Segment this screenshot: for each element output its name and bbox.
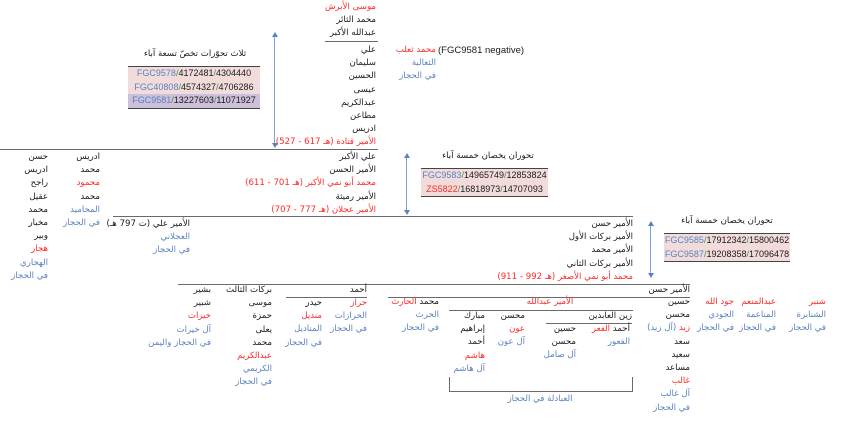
snp-name: FGC40808: [134, 81, 179, 92]
hashim-item: هاشم: [464, 350, 485, 361]
amir-hasan-item: الأمير حسن: [648, 285, 690, 295]
amir-abdullah-item: الأمير عبدالله: [526, 297, 574, 307]
snp-name: FGC9587: [664, 248, 704, 259]
snp-name: ZS5822: [426, 183, 458, 194]
mutation-row: [664, 234, 790, 248]
hajjar-line-item: مخبار: [28, 218, 48, 228]
shanabira-item: شنبر: [808, 297, 826, 307]
ajlan-chain-item: الأمير الحسن: [329, 165, 376, 176]
qatada-chain-item: علي: [360, 45, 376, 55]
ghalib-line-item: [647, 322, 690, 335]
ghalib-line-item: سعد: [674, 336, 690, 347]
fiir-item: الفعور: [607, 337, 630, 348]
position-value: 4172481: [178, 68, 214, 78]
qatada-chain-item: الحسين: [348, 71, 376, 82]
position-value: 13227603: [173, 95, 214, 105]
hajjar-line-item: في الحجاز: [11, 270, 48, 281]
hajjar-line-item: راجح: [30, 178, 48, 189]
hajjar-line-item: عقيل: [29, 191, 48, 202]
position-value: 12853824: [506, 170, 547, 180]
mutation-row: [421, 183, 548, 197]
thaalib-item: الثعالبة: [411, 58, 436, 69]
mutation-row: [421, 169, 548, 183]
shanabira-item: في الحجاز: [789, 323, 826, 334]
barakat3-item: موسى: [248, 298, 272, 309]
ghalib-line-item: آل غالب: [660, 389, 690, 400]
separator: /: [746, 248, 750, 259]
haydar-item: حيدر: [305, 298, 322, 308]
mutation-row: [664, 248, 790, 262]
numay-chain-item: الأمير بركات الثاني: [566, 258, 633, 269]
mutation-table: [421, 168, 548, 197]
samil-item: محسن: [551, 337, 576, 348]
separator: /: [746, 235, 750, 245]
position-value: 15800462: [749, 235, 790, 245]
qatada-chain-item: عيسى: [353, 84, 376, 95]
thaalib-note: (FGC9581 negative): [438, 45, 525, 56]
amir-ali-item: الأمير علي (ت 797 هـ): [106, 219, 190, 229]
qatada-chain-item: سليمان: [349, 58, 376, 69]
jawdi-item: الجودي: [708, 310, 734, 321]
ghalib-line-item: محسن: [665, 310, 690, 321]
abadila-item: العبادلة في الحجاز: [507, 394, 573, 404]
hajjar-line-item: محمد: [28, 204, 48, 215]
separator: /: [213, 68, 217, 78]
separator: /: [703, 235, 707, 245]
name-part: محمد: [416, 297, 439, 307]
ghalib-line-item: حسين: [667, 297, 690, 307]
barakat3-item: عبدالكريم: [237, 351, 272, 361]
name-part: (آل زيد): [647, 323, 677, 334]
separator: /: [171, 95, 174, 105]
position-value: 16818973: [460, 183, 501, 194]
ahmad-item: أحمد: [349, 285, 367, 295]
haydar-item: في الحجاز: [285, 337, 322, 348]
mahamid-line-item: محمود: [76, 178, 100, 189]
jawdi-item: في الحجاز: [697, 323, 734, 334]
barakat3-item: حمزة: [252, 311, 272, 322]
ajlan-chain-item: الأمير عجلان (هـ 777 - 707): [271, 204, 376, 215]
snp-name: FGC9585: [664, 235, 704, 245]
jawdi-item: جود الله: [705, 297, 734, 307]
separator: /: [500, 183, 503, 194]
mutation-row: [128, 67, 260, 81]
awn-item: محسن: [500, 311, 525, 321]
numay-chain-item: الأمير محمد: [591, 245, 633, 256]
mutation-row: [128, 81, 260, 95]
position-value: 19208358: [706, 248, 747, 259]
mahamid-line-item: محمد: [80, 191, 100, 202]
harraz-item: الحرازات: [334, 311, 367, 322]
position-value: 17912342: [706, 235, 747, 245]
top-lineage-item: عبدالله الأكبر: [329, 28, 376, 39]
mutation-box-title: ثلاث تحوّرات تخصّ تسعة آباء: [143, 49, 247, 59]
position-value: 4574327: [180, 81, 217, 92]
position-value: 4304440: [216, 68, 252, 78]
numay-chain-item: محمد أبو نمي الأصغر (هـ 992 - 911): [497, 271, 633, 282]
hajjar-line-item: وبير: [34, 231, 48, 242]
ghalib-line-item: سعيد: [671, 349, 690, 360]
name-part: الحارث: [391, 297, 417, 307]
samil-item: حسين: [553, 324, 576, 334]
bracket-right: [632, 377, 633, 391]
bishr-item: بشير: [193, 285, 211, 295]
manaima-item: عبدالمنعم: [741, 297, 776, 307]
span-arrow-icon: [406, 157, 407, 211]
name-part: أحمد: [610, 324, 630, 334]
ghalib-line-item: مساعد: [665, 363, 690, 373]
harraz-item: في الحجاز: [330, 324, 367, 335]
mutation-box-title: تحوران يخصان خمسة آباء: [442, 151, 534, 161]
span-arrow-icon: [274, 36, 275, 144]
bracket-left: [449, 377, 450, 391]
snp-name: FGC9583: [422, 170, 462, 180]
hashim-item: أحمد: [467, 337, 485, 348]
zayn-item: زين العابدين: [588, 311, 632, 321]
qatada-chain-item: ادريس: [352, 124, 376, 135]
mahamid-line-item: المحاميد: [70, 204, 100, 215]
mahamid-line-item: في الحجاز: [63, 218, 100, 228]
separator: /: [178, 81, 181, 92]
hajjar-line-item: حسن: [28, 152, 48, 162]
bishr-item: في الحجاز واليمن: [148, 337, 211, 348]
barakat3-item: يعلى: [255, 324, 272, 335]
separator: /: [461, 170, 464, 180]
snp-name: FGC9581: [132, 95, 172, 105]
separator: /: [216, 81, 219, 92]
barakat3-item: محمد: [252, 337, 272, 348]
harith-item: في الحجاز: [402, 323, 439, 334]
shanabira-item: الشنابرة: [796, 310, 826, 321]
haydar-item: منديل: [301, 311, 322, 322]
bishr-item: شبير: [193, 298, 211, 309]
harith-item: الحرث: [415, 310, 439, 321]
hajjar-line-item: الهجاري: [19, 257, 48, 268]
awn-item: عون: [509, 324, 525, 335]
barakat3-item: الكريمي: [242, 364, 272, 375]
mutation-row: [128, 94, 260, 108]
numay-chain-item: الأمير بركات الأول: [568, 232, 633, 243]
mutation-box-title: تحوران يخصان خمسة آباء: [681, 216, 773, 226]
bishr-item: آل خيرات: [176, 324, 211, 335]
haydar-item: المناديل: [294, 324, 322, 335]
bracket-bottom: [449, 391, 633, 392]
hashim-item: آل هاشم: [453, 363, 485, 374]
ghalib-line-item: غالب: [671, 376, 690, 387]
position-value: 14965749: [463, 170, 505, 180]
thaalib-item: في الحجاز: [399, 71, 436, 82]
samil-item: آل صامل: [543, 350, 576, 361]
span-arrow-icon: [650, 225, 651, 274]
mahamid-line-item: ادريس: [76, 152, 100, 162]
top-lineage-item: محمد الثائر: [336, 15, 376, 26]
position-value: 4706286: [218, 81, 254, 92]
barakat3-item: في الحجاز: [235, 377, 272, 388]
position-value: 17096478: [749, 248, 790, 259]
top-lineage-item: موسى الأبرش: [324, 2, 376, 12]
ajlan-chain-item: محمد أبو نمي الأكبر (هـ 701 - 611): [245, 178, 376, 189]
name-part: زيد: [676, 323, 690, 334]
amir-ali-item: العجلاني: [160, 232, 190, 243]
manaima-item: في الحجاز: [739, 323, 776, 334]
hashim-item: إبراهيم: [460, 324, 485, 335]
separator: /: [457, 183, 461, 194]
hashim-item: مبارك: [463, 311, 485, 321]
ajlan-chain-item: الأمير رميثة: [335, 191, 376, 202]
name-part: الفعر: [591, 324, 611, 334]
separator: /: [703, 248, 707, 259]
divider: [325, 41, 378, 42]
position-value: 11071927: [216, 95, 256, 105]
separator: /: [213, 95, 217, 105]
barakat3-item: بركات الثالث: [226, 285, 272, 295]
thaalib-item: محمد ثعلب: [395, 45, 436, 55]
fiir-item: [592, 323, 630, 336]
mutation-table: [664, 233, 790, 262]
qatada-chain-item: عبدالكريم: [341, 97, 376, 108]
ghalib-line-item: في الحجاز: [653, 402, 690, 413]
mutation-table: [128, 66, 260, 109]
harith-item: [391, 296, 439, 309]
manaima-item: المناعمة: [746, 310, 776, 321]
mahamid-line-item: محمد: [80, 165, 100, 176]
bishr-item: خيرات: [187, 311, 211, 322]
awn-item: آل عون: [497, 337, 525, 348]
hajjar-line-item: هجار: [31, 244, 48, 255]
snp-name: FGC9578: [136, 68, 176, 78]
separator: /: [504, 170, 507, 180]
ajlan-chain-item: علي الأكبر: [339, 152, 376, 162]
qatada-chain-item: مطاعن: [350, 111, 376, 121]
amir-ali-item: في الحجاز: [153, 245, 190, 256]
hajjar-line-item: ادريس: [24, 165, 48, 176]
position-value: 14707093: [502, 183, 543, 194]
numay-chain-item: الأمير حسن: [591, 219, 633, 229]
harraz-item: حراز: [350, 298, 367, 308]
qatada-chain-item: الأمير قتادة (هـ 617 - 527): [275, 137, 376, 148]
separator: /: [175, 68, 179, 78]
